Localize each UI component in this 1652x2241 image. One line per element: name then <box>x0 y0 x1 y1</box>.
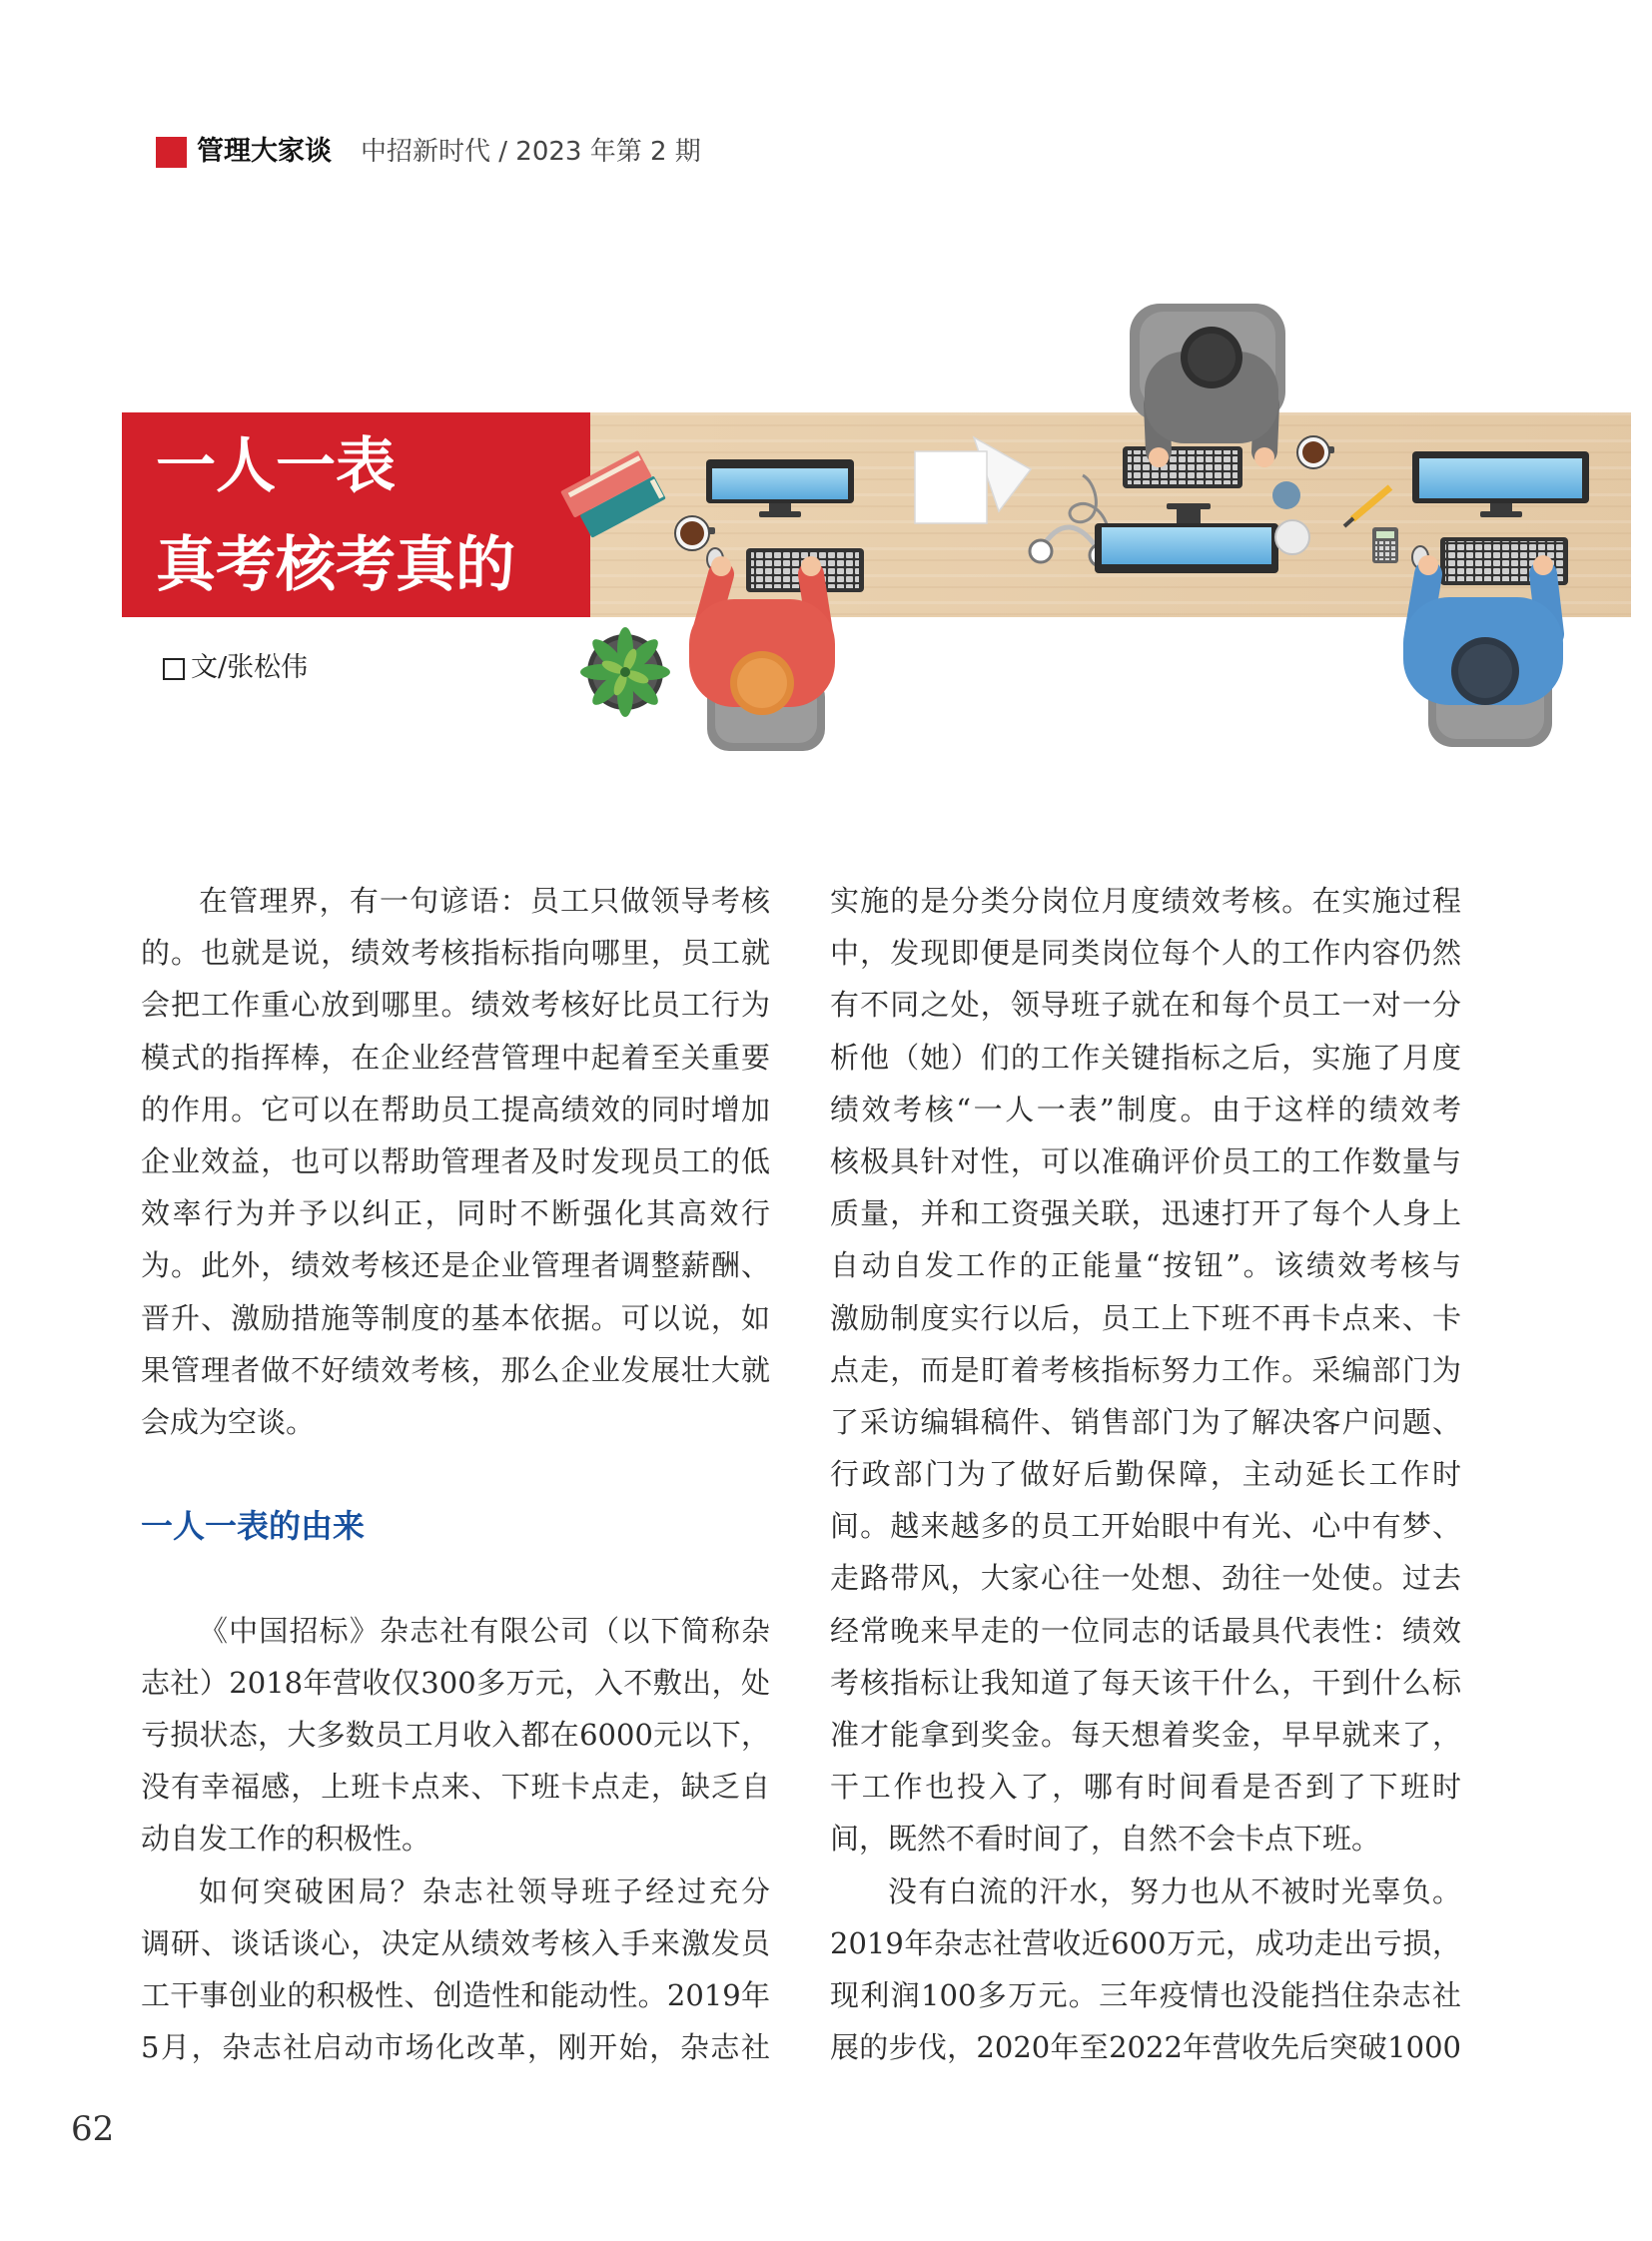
text-line: 5月，杂志社启动市场化改革，刚开始，杂志社 <box>141 2030 770 2065</box>
text-line: 没有白流的汗水，努力也从不被时光辜负。 <box>888 1873 1461 1908</box>
text-line: 工干事创业的积极性、创造性和能动性。2019年 <box>141 1977 770 2012</box>
paragraph <box>141 1866 770 2074</box>
monitor-icon <box>1412 451 1589 517</box>
right-column <box>830 875 1461 2073</box>
text-line: 亏损状态，大多数员工月收入都在6000元以下， <box>141 1718 770 1753</box>
text-line: 质量，并和工资强关联，迅速打开了每个人身上 <box>830 1196 1461 1231</box>
text-line: 绩效考核“一人一表”制度。由于这样的绩效考 <box>830 1092 1461 1126</box>
section-label: 管理大家谈 <box>197 136 332 167</box>
plant-icon <box>580 627 670 717</box>
keyboard-icon <box>1123 446 1242 488</box>
text-line: 核极具针对性，可以准确评价员工的工作数量与 <box>830 1143 1461 1178</box>
text-line: 有不同之处，领导班子就在和每个员工一对一分 <box>830 988 1461 1023</box>
text-line: 志社）2018年营收仅300多万元，入不敷出，处 <box>141 1665 770 1700</box>
text-line: 的作用。它可以在帮助员工提高绩效的同时增加 <box>141 1092 770 1126</box>
text-line: 企业效益，也可以帮助管理者及时发现员工的低 <box>141 1143 770 1178</box>
text-line: 中，发现即便是同类岗位每个人的工作内容仍然 <box>830 936 1461 971</box>
books-icon <box>560 449 666 541</box>
text-line: 会把工作重心放到哪里。绩效考核好比员工行为 <box>141 988 770 1023</box>
text-line: 展的步伐，2020年至2022年营收先后突破1000 <box>830 2030 1461 2065</box>
paragraph <box>141 1605 770 1866</box>
text-line: 效率行为并予以纠正，同时不断强化其高效行 <box>141 1196 770 1231</box>
text-line: 间。越来越多的员工开始眼中有光、心中有梦、 <box>830 1509 1461 1544</box>
text-line: 没有幸福感，上班卡点来、下班卡点走，缺乏自 <box>141 1770 770 1805</box>
text-line: 模式的指挥棒，在企业经营管理中起着至关重要 <box>141 1040 770 1075</box>
text-line: 现利润100多万元。三年疫情也没能挡住杂志社 <box>830 1977 1461 2012</box>
pencil-icon <box>1344 487 1390 526</box>
text-line: 晋升、激励措施等制度的基本依据。可以说，如 <box>141 1300 770 1335</box>
paragraph <box>830 1866 1461 2074</box>
text-line: 了采访编辑稿件、销售部门为了解决客户问题、 <box>830 1404 1461 1439</box>
text-line: 如何突破困局？杂志社领导班子经过充分 <box>199 1873 770 1908</box>
desk-ornament-icon <box>1272 481 1300 509</box>
byline: 文/张松伟 <box>191 652 309 683</box>
paragraph <box>830 875 1461 1866</box>
left-column <box>141 875 770 2073</box>
issue-info: 中招新时代 / 2023 年第 2 期 <box>361 137 701 167</box>
text-line: 激励制度实行以后，员工上下班不再卡点来、卡 <box>830 1300 1461 1335</box>
page-number: 62 <box>71 2109 115 2149</box>
byline-box-icon <box>163 658 185 680</box>
text-line: 行政部门为了做好后勤保障，主动延长工作时 <box>830 1457 1461 1492</box>
article-title-line: 一人一表 <box>156 431 396 501</box>
text-line: 走路带风，大家心往一处想、劲往一处使。过去 <box>830 1561 1461 1596</box>
text-line: 为。此外，绩效考核还是企业管理者调整薪酬、 <box>141 1248 770 1283</box>
text-line: 动自发工作的积极性。 <box>141 1822 431 1857</box>
section-heading: 一人一表的由来 <box>141 1507 366 1546</box>
text-line: 在管理界，有一句谚语：员工只做领导考核 <box>199 884 770 918</box>
office-desk-illustration <box>559 295 1652 764</box>
text-line: 调研、谈话谈心，决定从绩效考核入手来激发员 <box>141 1925 770 1960</box>
section-marker-icon <box>156 137 187 168</box>
person-top <box>1130 304 1285 467</box>
coffee-mug-icon <box>1297 436 1334 468</box>
text-line: 会成为空谈。 <box>141 1404 316 1439</box>
text-line: 自动自发工作的正能量“按钮”。该绩效考核与 <box>830 1248 1461 1283</box>
desk-ornament-icon <box>1275 520 1309 554</box>
text-line: 考核指标让我知道了每天该干什么，干到什么标 <box>830 1665 1461 1700</box>
text-line: 点走，而是盯着考核指标努力工作。采编部门为 <box>830 1352 1461 1387</box>
text-line: 间，既然不看时间了，自然不会卡点下班。 <box>830 1822 1381 1857</box>
text-line: 析他（她）们的工作关键指标之后，实施了月度 <box>830 1040 1461 1075</box>
monitor-icon <box>1095 503 1278 573</box>
paper-sheets-icon <box>915 437 1031 523</box>
text-line: 果管理者做不好绩效考核，那么企业发展壮大就 <box>141 1352 770 1387</box>
text-line: 2019年杂志社营收近600万元，成功走出亏损， <box>830 1925 1461 1960</box>
coffee-mug-icon <box>675 516 715 550</box>
text-line: 干工作也投入了，哪有时间看是否到了下班时 <box>830 1770 1461 1805</box>
article-title-line: 真考核考真的 <box>156 530 515 600</box>
text-line: 实施的是分类分岗位月度绩效考核。在实施过程 <box>830 884 1461 918</box>
calculator-icon <box>1372 527 1398 563</box>
text-line: 准才能拿到奖金。每天想着奖金，早早就来了， <box>830 1718 1461 1752</box>
text-line: 经常晚来早走的一位同志的话最具代表性：绩效 <box>830 1613 1461 1648</box>
monitor-icon <box>706 459 854 517</box>
paragraph <box>141 875 770 1448</box>
text-line: 《中国招标》杂志社有限公司（以下简称杂 <box>199 1613 770 1648</box>
text-line: 的。也就是说，绩效考核指标指向哪里，员工就 <box>141 936 770 971</box>
